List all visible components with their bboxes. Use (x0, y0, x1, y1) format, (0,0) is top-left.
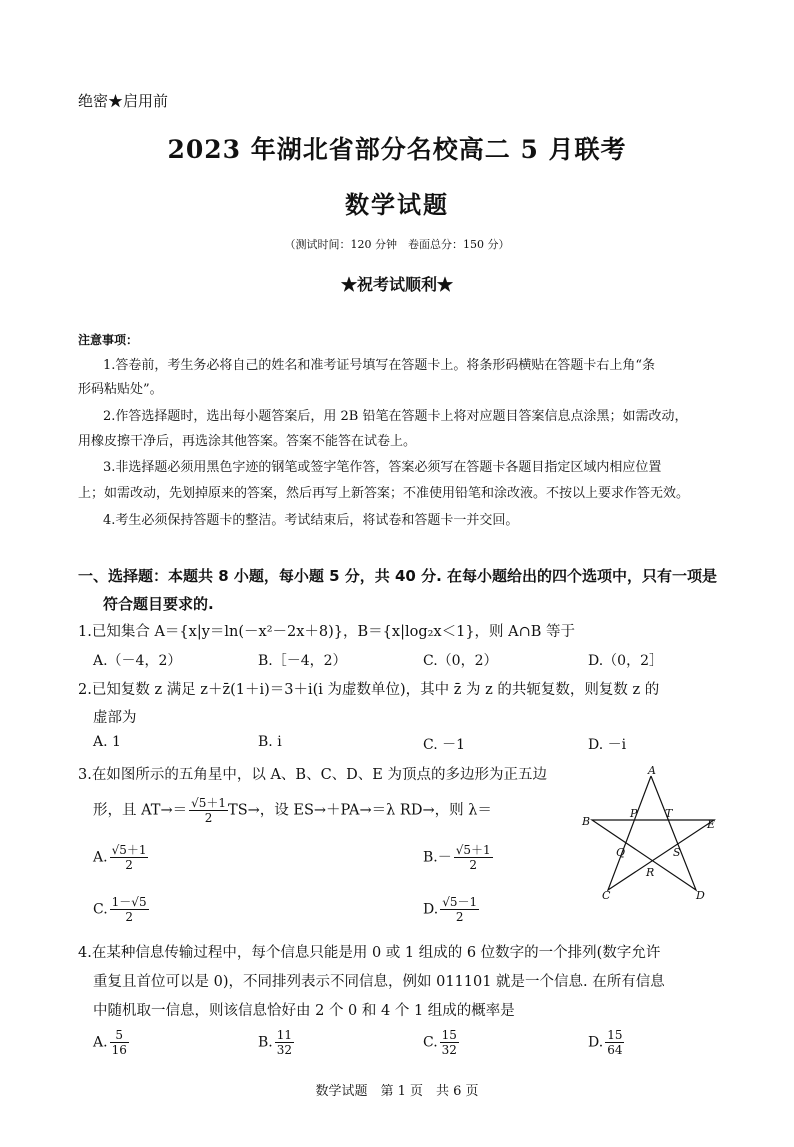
q4-opt-c-den: 32 (441, 1043, 457, 1057)
notes-heading: 注意事项： (78, 333, 139, 347)
q3-stem-part-a: 形，且 AT→＝ (93, 802, 188, 819)
question-2-stem: 2.已知复数 z 满足 z＋z̄(1＋i)＝3＋i(i 为虚数单位)，其中 z̄ 为 z 的共轭复数，则复数 z 的 (78, 682, 660, 698)
q3-option-c (93, 895, 149, 924)
label-c: C (602, 889, 611, 902)
note-line: 上；如需改动，先划掉原来的答案，然后再写上新答案；不准使用铅笔和涂改液。不按以上要求作答无效。 (78, 486, 690, 501)
exam-title: 2023 年湖北省部分名校高二 5 月联考 (167, 135, 627, 164)
q1-option-b: B.［－4，2） (258, 653, 347, 669)
q4-option-b (258, 1028, 294, 1057)
q2-option-a: A. 1 (93, 734, 121, 750)
good-luck-line: ★祝考试顺利★ (340, 275, 453, 294)
q3-opt-c-den: 2 (125, 910, 133, 924)
q4-option-c-label: C. (423, 1034, 438, 1051)
q3-option-c-fraction (110, 895, 149, 924)
label-r: R (646, 866, 655, 879)
q4-option-d-label: D. (588, 1034, 604, 1051)
question-3-stem-cont (93, 796, 492, 825)
section-heading-cont: 符合题目要求的. (103, 595, 214, 613)
q2-option-b: B. i (258, 734, 282, 750)
q3-option-d-fraction (440, 895, 479, 924)
note-line: 4.考生必须保持答题卡的整洁。考试结束后，将试卷和答题卡一并交回。 (103, 513, 519, 528)
label-a: A (648, 764, 656, 777)
q4-option-a-fraction (110, 1028, 129, 1057)
q4-opt-c-num: 15 (441, 1028, 457, 1042)
q3-opt-d-den: 2 (455, 910, 464, 924)
note-line: 3.非选择题必须用黑色字迹的钢笔或签字笔作答，答案必须写在答题卡各题目指定区域内相应位置 (103, 460, 662, 475)
q3-stem-fraction (189, 796, 228, 825)
q3-option-a (93, 843, 148, 872)
q3-option-a-label: A. (93, 849, 108, 866)
q4-option-b-fraction (275, 1028, 294, 1057)
q3-option-d-label: D. (423, 901, 439, 918)
q3-option-b-label: B.－ (423, 849, 452, 866)
question-3-stem: 3.在如图所示的五角星中，以 A、B、C、D、E 为顶点的多边形为正五边 (78, 767, 547, 783)
q3-opt-d-num: √5－1 (442, 895, 478, 909)
label-b: B (582, 815, 591, 828)
q4-opt-d-num: 15 (607, 1028, 623, 1042)
question-4-stem-cont: 重复且首位可以是 0)，不同排列表示不同信息，例如 011101 就是一个信息. 在所有信息 (93, 974, 665, 990)
exam-info: （测试时间：120 分钟 卷面总分：150 分） (284, 238, 510, 251)
q4-option-a-label: A. (93, 1034, 108, 1051)
label-q: Q (616, 846, 626, 859)
q4-opt-a-den: 16 (111, 1043, 127, 1057)
label-d: D (696, 889, 705, 902)
q1-option-d: D.（0，2］ (588, 653, 663, 669)
section-heading: 一、选择题：本题共 8 小题，每小题 5 分，共 40 分. 在每小题给出的四个选项中，只有一项是 (78, 567, 718, 585)
q2-option-c: C. －1 (423, 737, 466, 753)
q4-opt-a-num: 5 (110, 1028, 129, 1043)
q3-opt-a-num: √5＋1 (111, 843, 147, 857)
q3-opt-a-den: 2 (125, 858, 133, 872)
q4-opt-b-num: 11 (276, 1028, 293, 1042)
q4-option-d (588, 1028, 624, 1057)
note-line: 形码粘贴处”。 (78, 382, 163, 397)
q4-option-a (93, 1028, 129, 1057)
q4-option-b-label: B. (258, 1034, 273, 1051)
q3-stem-frac-num: √5＋1 (191, 796, 227, 810)
q4-option-c-fraction (440, 1028, 459, 1057)
question-4-stem: 4.在某种信息传输过程中，每个信息只能是用 0 或 1 组成的 6 位数字的一个排列(数字允许 (78, 945, 661, 961)
label-e: E (707, 818, 716, 831)
q4-option-d-fraction (605, 1028, 624, 1057)
note-line: 2.作答选择题时，选出每小题答案后，用 2B 铅笔在答题卡上将对应题目答案信息点涂黑；如需改动， (103, 409, 688, 424)
q4-opt-b-den: 32 (276, 1043, 293, 1057)
q4-option-c (423, 1028, 459, 1057)
question-2-stem-cont: 虚部为 (93, 710, 137, 726)
label-s: S (673, 846, 681, 859)
q3-opt-b-den: 2 (469, 858, 478, 872)
question-1-stem: 1.已知集合 A＝{x|y＝ln(－x²－2x＋8)}，B＝{x|log₂x＜1}，则 A∩B 等于 (78, 624, 576, 640)
note-line: 1.答卷前，考生务必将自己的姓名和准考证号填写在答题卡上。将条形码横贴在答题卡右上角“条 (103, 358, 656, 373)
q3-option-c-label: C. (93, 901, 108, 918)
q3-stem-frac-den: 2 (204, 811, 213, 825)
secret-mark: 绝密★启用前 (78, 92, 169, 110)
q3-stem-part-b: TS→，设 ES→＋PA→＝λ RD→，则 λ＝ (228, 802, 492, 819)
q3-option-b-fraction (454, 843, 493, 872)
label-p: P (630, 807, 638, 820)
q1-option-a: A.（－4，2） (93, 653, 182, 669)
q3-option-b (423, 843, 493, 872)
label-t: T (665, 807, 673, 820)
page-footer: 数学试题 第 1 页 共 6 页 (315, 1084, 479, 1099)
q3-opt-b-num: √5＋1 (455, 843, 491, 857)
q3-option-a-fraction (110, 843, 149, 872)
note-line: 用橡皮擦干净后，再选涂其他答案。答案不能答在试卷上。 (78, 434, 417, 449)
pentagram-figure (578, 762, 728, 902)
q3-opt-c-num: 1－√5 (111, 895, 147, 909)
q2-option-d: D. －i (588, 737, 627, 753)
q3-option-d (423, 895, 479, 924)
subject-title: 数学试题 (345, 190, 449, 219)
q4-opt-d-den: 64 (607, 1043, 623, 1057)
q1-option-c: C.（0，2） (423, 653, 498, 669)
question-4-stem-cont2: 中随机取一信息，则该信息恰好由 2 个 0 和 4 个 1 组成的概率是 (93, 1003, 515, 1019)
